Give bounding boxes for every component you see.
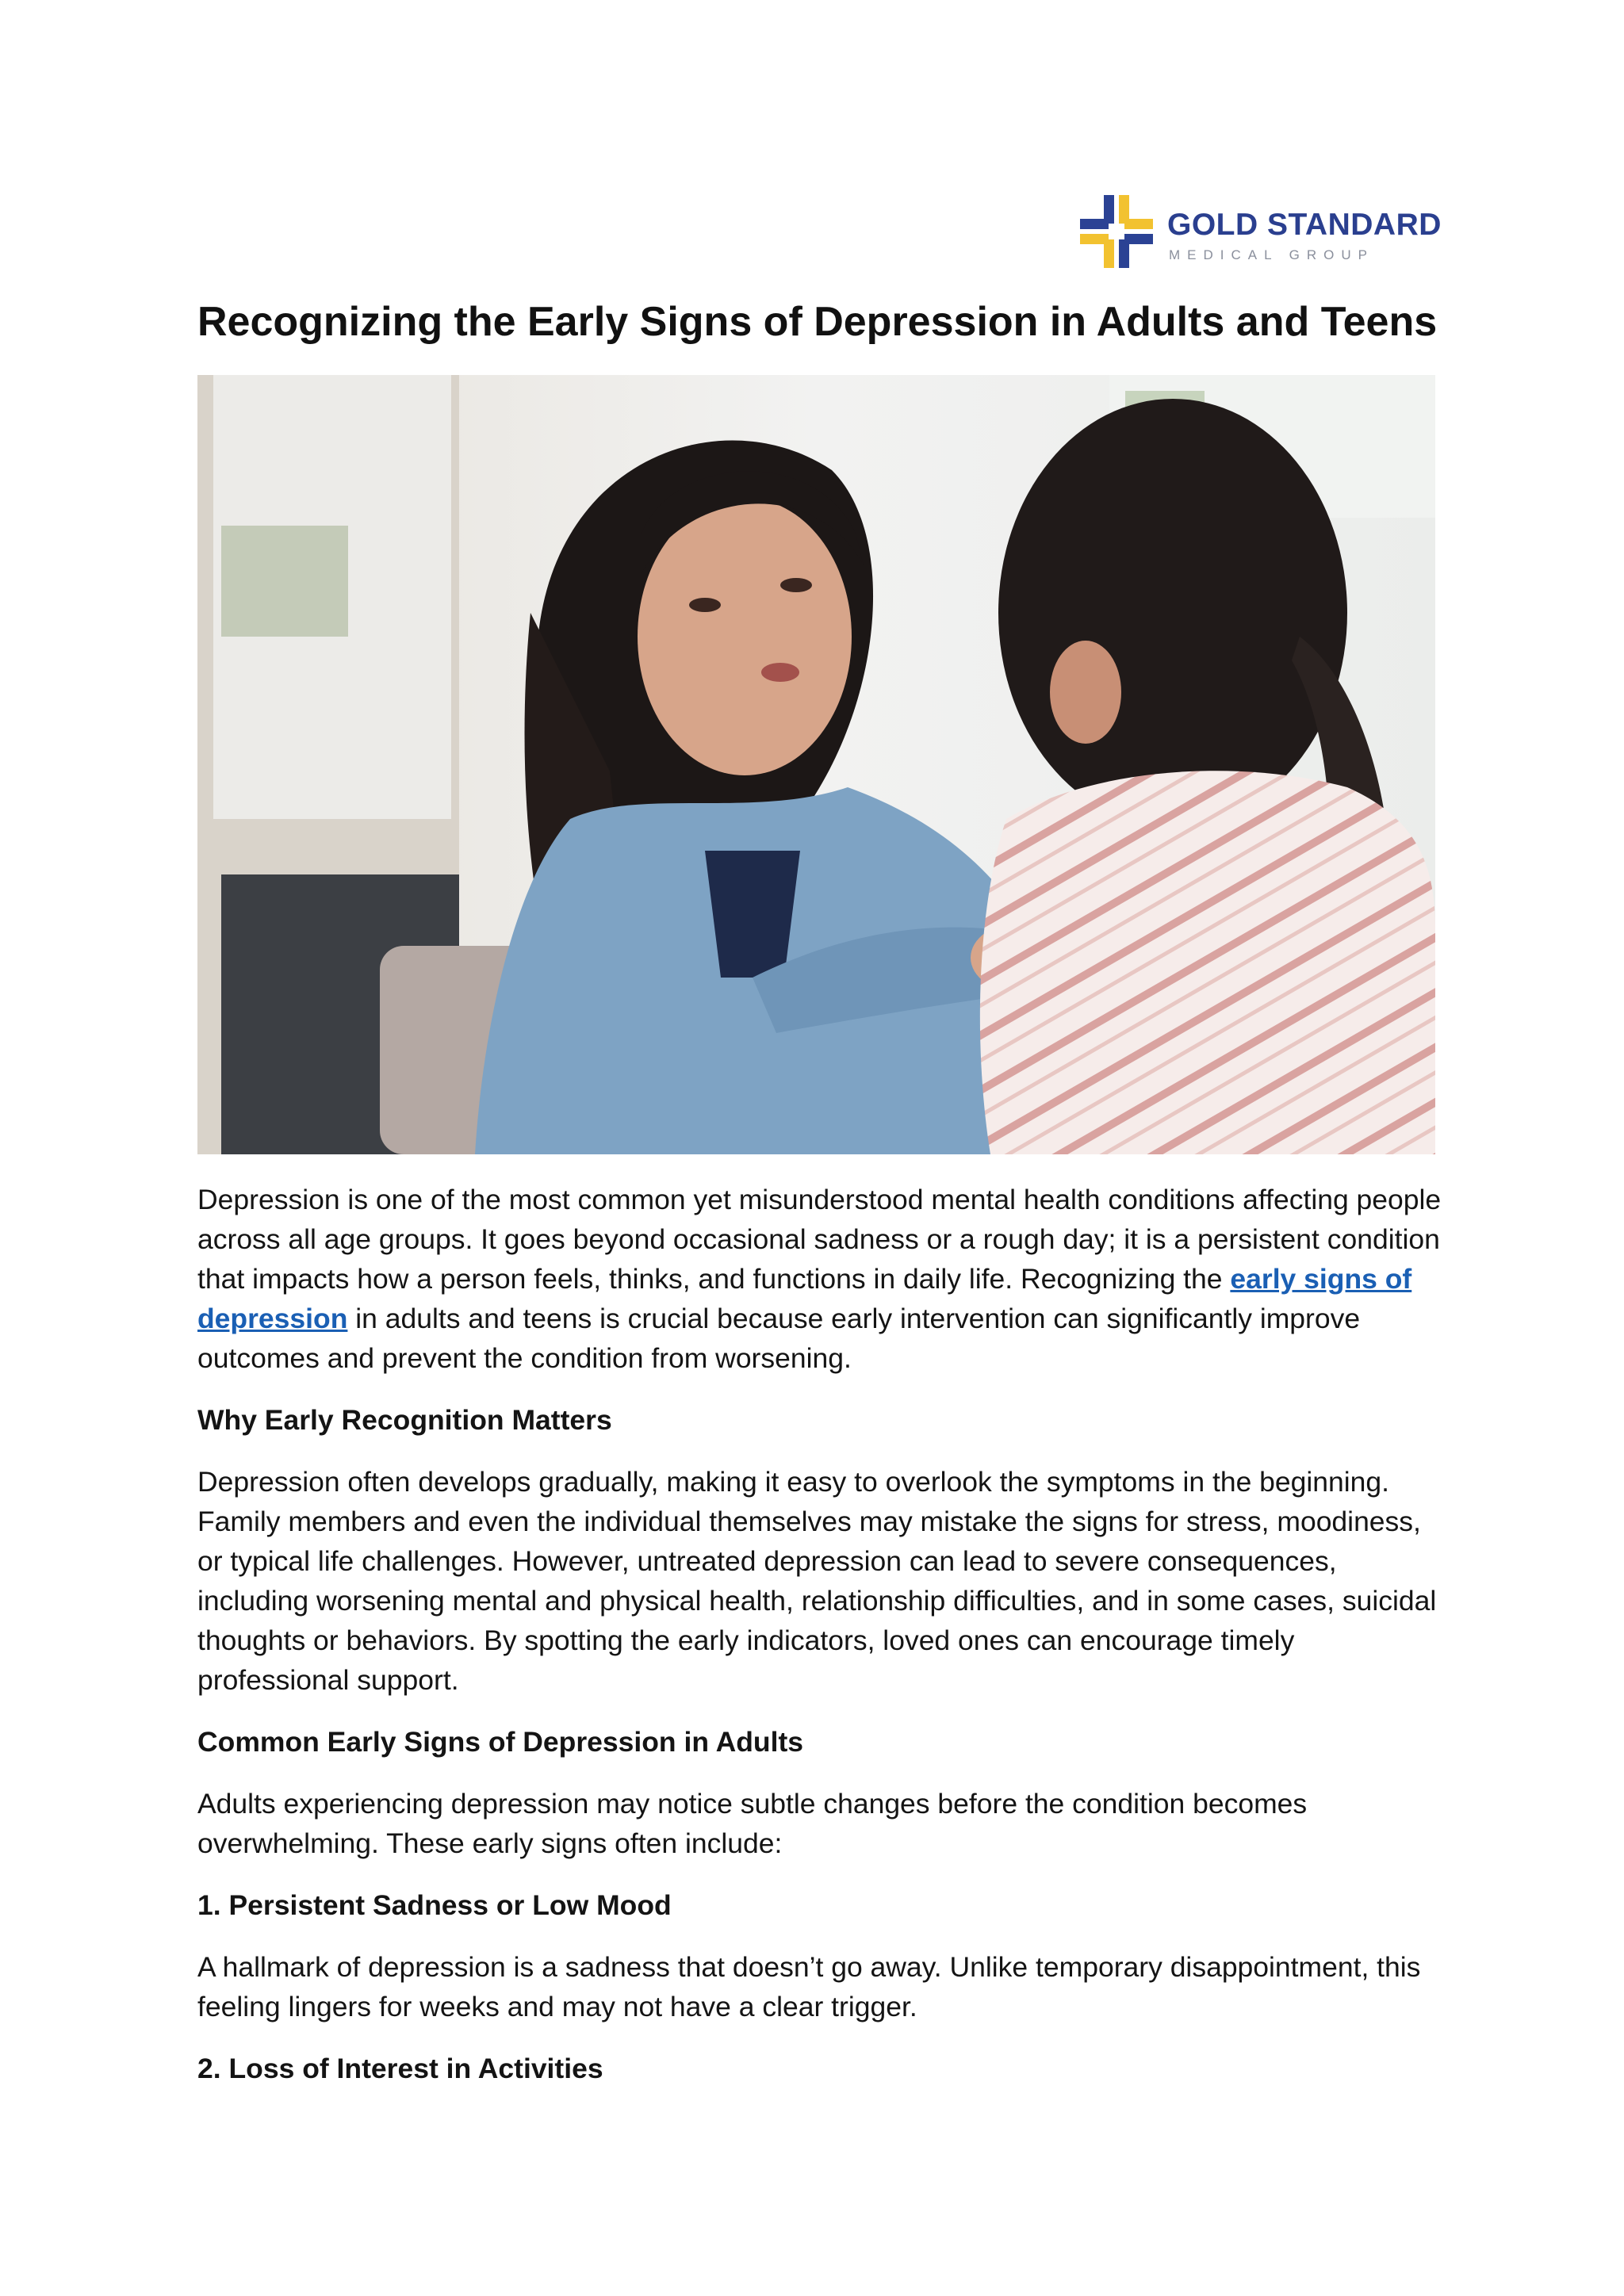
article-title: Recognizing the Early Signs of Depression in Adults and Teens (197, 299, 1438, 345)
article-body (197, 1180, 1442, 2110)
article-hero-image (197, 375, 1435, 1154)
medical-cross-logo-icon (1080, 195, 1153, 268)
section-heading-common-signs-adults: Common Early Signs of Depression in Adults (197, 1726, 804, 1758)
section-text-common-signs-adults: Adults experiencing depression may notice subtle changes before the condition becomes overwhelming. These early signs often include: (197, 1788, 1308, 1859)
logo-subtitle: MEDICAL GROUP (1169, 247, 1375, 262)
hero-illustration (197, 375, 1435, 1154)
early-signs-of-depression-link[interactable]: early signs of depression (197, 1263, 1412, 1334)
section-heading-persistent-sadness: 1. Persistent Sadness or Low Mood (197, 1889, 672, 1921)
intro-text-after-link: in adults and teens is crucial because early intervention can significantly improve outcomes and prevent the condition from worsening. (197, 1303, 1361, 1374)
gold-standard-logo (1080, 195, 1442, 268)
section-text-why-early-recognition: Depression often develops gradually, making it easy to overlook the symptoms in the beginning. Family members and even the individual themselves may mistake the signs for stress, moodiness, or typical life challenges. However, untreated depression can lead to severe consequences, including worsening mental and physical health, relationship difficulties, and in some cases, suicidal thoughts or behaviors. By spotting the early indicators, loved ones can encourage timely professional support. (197, 1466, 1437, 1696)
section-text-persistent-sadness: A hallmark of depression is a sadness that doesn’t go away. Unlike temporary disappointment, this feeling lingers for weeks and may not have a clear trigger. (197, 1951, 1421, 2022)
intro-paragraph (197, 1180, 1442, 1378)
section-heading-loss-of-interest: 2. Loss of Interest in Activities (197, 2053, 603, 2084)
section-heading-why-early-recognition: Why Early Recognition Matters (197, 1404, 612, 1436)
intro-text-before-link: Depression is one of the most common yet misunderstood mental health conditions affecting people across all age groups. It goes beyond occasional sadness or a rough day; it is a persistent condition that impacts how a person feels, thinks, and functions in daily life. Recognizing the (197, 1184, 1442, 1295)
logo-brand-name: GOLD STANDARD (1167, 208, 1442, 242)
